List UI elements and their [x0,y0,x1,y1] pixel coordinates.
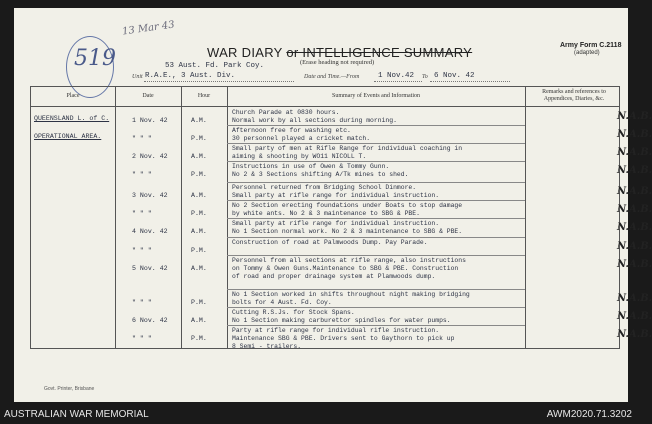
row-separator [227,200,525,201]
caption-bar [0,406,640,424]
row-date: 3 Nov. 42 [132,192,168,199]
summary-line: Maintenance SBG & PBE. Drivers sent to Gaythorn to pick up [232,335,455,342]
summary-line: 8 Semi - trailers. [232,343,302,350]
row-hour: P.M. [191,135,207,142]
title-struck: or INTELLIGENCE SUMMARY [286,45,473,60]
unit-underline [144,81,294,82]
summary-line: Construction of road at Palmwoods Dump. Pay Parade. [232,239,428,246]
erase-note: (Erase heading not required) [300,59,375,66]
initials-signature: N.A.B. [617,129,652,140]
col-divider [525,87,526,348]
summary-line: No 1 Section normal work. No 2 & 3 maintenance to SBG & PBE. [232,228,463,235]
row-separator [227,125,525,126]
row-hour: P.M. [191,210,207,217]
initials-signature: N.A.B. [617,165,652,176]
row-hour: A.M. [191,117,207,124]
caption-right: AWM2020.71.3202 [546,409,632,420]
summary-line: bolts for 4 Aust. Fd. Coy. [232,299,332,306]
summary-line: Small party at rifle range for individual instruction. [232,220,440,227]
col-divider [181,87,182,348]
initials-signature: N.A.B. [617,186,652,197]
summary-line: Small party at rifle range for individual instruction. [232,192,440,199]
initials-signature: N.A.B. [617,222,652,233]
row-separator [227,143,525,144]
initials-signature: N.A.B. [617,293,652,304]
summary-line: Normal work by all sections during morning. [232,117,397,124]
stamp-number: 519 [74,46,116,71]
summary-line: Personnel from all sections at rifle range, also instructions [232,257,466,264]
summary-line: No 2 & 3 Sections shifting A/Tk mines to shed. [232,171,409,178]
initials-signature: N.A.B. [617,329,652,340]
row-hour: A.M. [191,317,207,324]
row-date: 6 Nov. 42 [132,317,168,324]
row-date: 2 Nov. 42 [132,153,168,160]
unit-formation: R.A.E., 3 Aust. Div. [145,72,236,80]
summary-line: aiming & shooting by WO11 NICOLL T. [232,153,367,160]
to-underline [430,81,510,82]
row-date: " " " [132,210,152,217]
col-divider [115,87,116,348]
summary-line: by white ants. No 2 & 3 maintenance to SBG & PBE. [232,210,420,217]
diary-table [30,86,652,350]
period-to-label: To [422,74,428,80]
row-date: " " " [132,247,152,254]
row-date: " " " [132,299,152,306]
row-separator [227,218,525,219]
row-separator [227,161,525,162]
header-summary: Summary of Events and Information [332,93,420,99]
initials-signature: N.A.B. [617,111,652,122]
row-separator [227,182,525,183]
summary-line: No 1 Section worked in shifts throughout night making bridging [232,291,470,298]
diary-sheet [14,8,652,402]
header-hour: Hour [197,93,211,99]
row-separator [227,237,525,238]
page-title [207,45,472,60]
row-separator [227,325,525,326]
summary-line: No 2 Section erecting foundations under Boats to stop damage [232,202,463,209]
row-hour: A.M. [191,153,207,160]
form-sub: (adapted) [574,50,600,56]
row-hour: P.M. [191,335,207,342]
row-separator [227,289,525,290]
row-date: " " " [132,135,152,142]
caption-left: AUSTRALIAN WAR MEMORIAL [4,409,149,420]
row-date: " " " [132,335,152,342]
header-place: Place [66,93,80,99]
title-prefix: WAR DIARY [207,45,283,60]
row-hour: P.M. [191,247,207,254]
period-to: 6 Nov. 42 [434,72,475,80]
row-separator [227,307,525,308]
row-hour: A.M. [191,228,207,235]
handwritten-date: 13 Mar 43 [121,19,176,38]
row-date: 4 Nov. 42 [132,228,168,235]
row-hour: P.M. [191,299,207,306]
summary-line: Cutting R.S.Js. for Stock Spans. [232,309,355,316]
from-underline [374,81,422,82]
summary-line: Small party of men at Rifle Range for individual coaching in [232,145,463,152]
summary-line: 30 personnel played a cricket match. [232,135,371,142]
place-operational: OPERATIONAL AREA. [34,133,102,140]
header-date: Date [142,93,154,99]
summary-line: Instructions in use of Owen & Tommy Gunn. [232,163,390,170]
row-date: 5 Nov. 42 [132,265,168,272]
form-id: Army Form C.2118 [560,42,622,49]
unit-label: Unit [132,74,143,80]
summary-line: Church Parade at 0830 hours. [232,109,340,116]
row-hour: A.M. [191,192,207,199]
period-from: 1 Nov.42 [378,72,415,80]
unit-name: 53 Aust. Fd. Park Coy. [165,62,265,70]
row-hour: P.M. [191,171,207,178]
row-date: " " " [132,171,152,178]
summary-line: of road and proper drainage system at Plamwoods dump. [232,273,436,280]
initials-signature: N.A.B. [617,241,652,252]
initials-signature: N.A.B. [617,259,652,270]
summary-line: on Tommy & Owen Guns.Maintenance to SBG & PBE. Construction [232,265,459,272]
printer-note: Govt. Printer, Brisbane [44,386,95,392]
summary-line: Personnel returned from Bridging School Dinmore. [232,184,417,191]
summary-line: Afternoon free for washing etc. [232,127,351,134]
summary-line: Party at rifle range for individual rifle instruction. [232,327,440,334]
initials-signature: N.A.B. [617,204,652,215]
row-separator [227,255,525,256]
period-label: Date and Time.—From [304,74,360,80]
summary-line: No 1 Section making carburettor spindles for water pumps. [232,317,451,324]
initials-signature: N.A.B. [617,311,652,322]
row-date: 1 Nov. 42 [132,117,168,124]
header-remarks: Remarks and references to Appendices, Diaries, &c. [542,89,606,102]
initials-signature: N.A.B. [617,147,652,158]
place-queensland: QUEENSLAND L. of C. [34,115,110,122]
row-hour: A.M. [191,265,207,272]
